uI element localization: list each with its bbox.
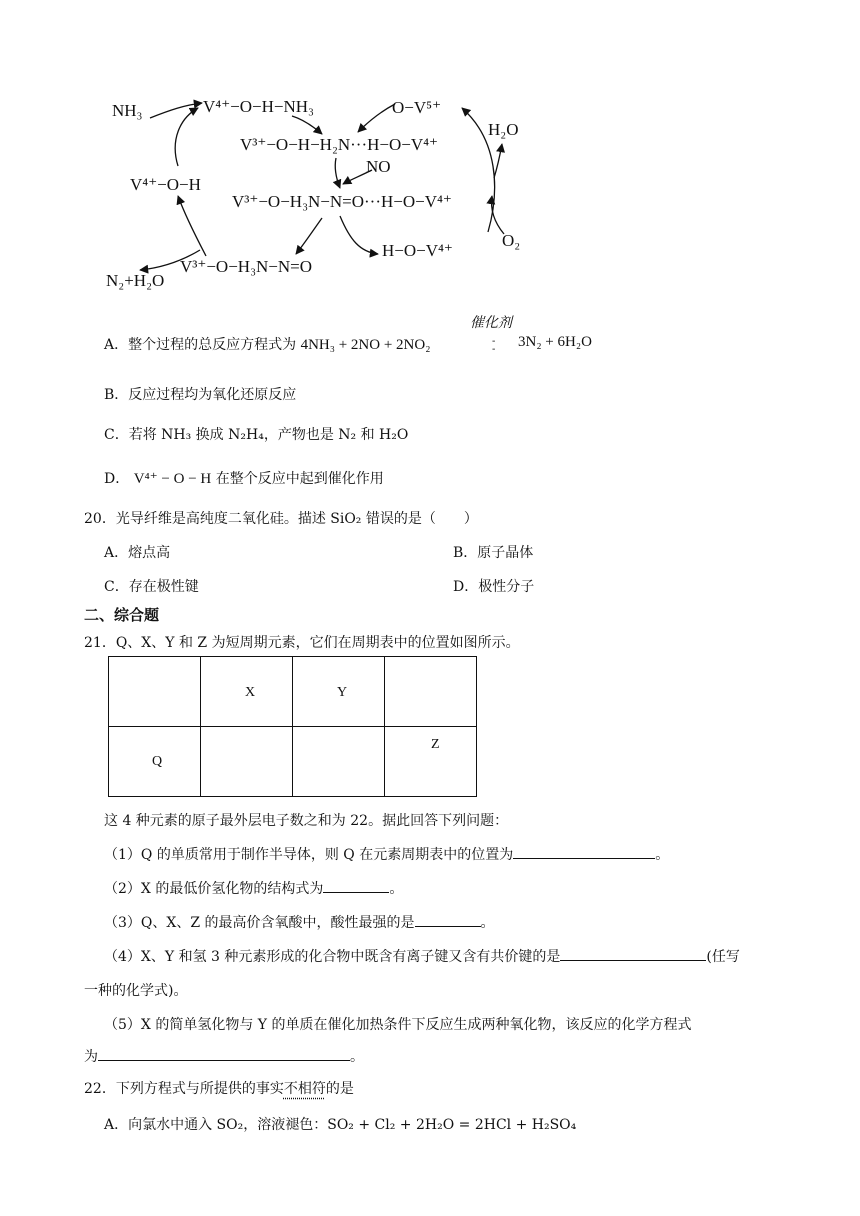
arrow-h2o-out <box>494 144 502 178</box>
node-h-o-v4: H−O−V⁴⁺ <box>382 241 453 260</box>
q20-option-c: C．存在极性键 <box>104 579 199 595</box>
node-n2-h2o: N₂+H₂O <box>106 271 165 290</box>
node-top-complex: V⁴⁺−O−H−NH₃ <box>203 97 314 116</box>
q21-part4: （4）X、Y 和氢 3 种元素形成的化合物中既含有离子键又含有共价键的是 (任写 <box>104 946 740 966</box>
option-19d: D． V⁴⁺ − O − H 在整个反应中起到催化作用 <box>104 471 384 487</box>
q20-stem: 20．光导纤维是高纯度二氧化硅。描述 SiO₂ 错误的是（ ） <box>84 511 478 527</box>
q22-option-a: A．向氯水中通入 SO₂，溶液褪色：SO₂ + Cl₂ + 2H₂O = 2HCl + H₂SO₄ <box>104 1117 577 1133</box>
grid-cell-x: X <box>201 657 293 727</box>
answer-blank-2[interactable] <box>323 878 389 893</box>
arrow-top-down <box>292 116 322 134</box>
option-19b: B．反应过程均为氧化还原反应 <box>104 387 297 403</box>
q20-option-a: A．熔点高 <box>104 545 171 561</box>
reaction-mechanism-diagram <box>0 0 860 300</box>
q21-part3: （3）Q、X、Z 的最高价含氧酸中，酸性最强的是 。 <box>104 912 495 932</box>
node-o2: O₂ <box>502 231 521 250</box>
arrow-mid1-down <box>335 158 340 188</box>
q21-part2: （2）X 的最低价氢化物的结构式为 。 <box>104 878 403 898</box>
option-19a-eq-right: 3N₂ + 6H₂O <box>518 334 592 350</box>
q21-part4-cont: 一种的化学式)。 <box>84 983 188 999</box>
q21-part5: （5）X 的简单氢化物与 Y 的单质在催化加热条件下反应生成两种氧化物，该反应的化学方程式 <box>104 1017 692 1033</box>
node-v4oh: V⁴⁺−O−H <box>130 175 201 194</box>
q21-part1: （1）Q 的单质常用于制作半导体，则 Q 在元素周期表中的位置为 。 <box>104 844 669 864</box>
answer-blank-4[interactable] <box>560 946 706 961</box>
node-nh3: NH₃ <box>112 101 143 120</box>
arrow-left-up <box>175 108 198 166</box>
answer-blank-5[interactable] <box>98 1046 350 1061</box>
option-19a-eq-left: 4NH₃ + 2NO + 2NO₂ <box>300 337 431 353</box>
arrow-bottom-to-v4oh <box>178 196 206 256</box>
node-bottom-complex: V³⁺−O−H₃N−N=O <box>180 257 313 276</box>
node-mid1-complex: V³⁺−O−H−H₂N···H−O−V⁴⁺ <box>240 135 439 154</box>
emphasis-text: 不相符 <box>283 1081 326 1097</box>
grid-cell-q: Q <box>109 727 201 797</box>
node-no: NO <box>366 157 391 176</box>
node-mid2-complex: V³⁺−O−H₃N−N=O···H−O−V⁴⁺ <box>232 192 452 211</box>
grid-cell-empty <box>109 657 201 727</box>
grid-cell-y: Y <box>293 657 385 727</box>
eq-arrow-mark: - - <box>492 336 496 355</box>
q21-part5-cont: 为 。 <box>84 1046 364 1066</box>
arrow-no-in <box>343 170 372 184</box>
grid-cell-z: Z <box>385 727 477 797</box>
node-o-v5: O−V⁵⁺ <box>392 98 442 117</box>
q22-stem: 22．下列方程式与所提供的事实不相符的是 <box>84 1081 354 1097</box>
option-19a <box>104 334 430 354</box>
grid-cell-empty <box>385 657 477 727</box>
q21-intro: 这 4 种元素的原子最外层电子数之和为 22。据此回答下列问题： <box>104 813 509 829</box>
option-19c: C．若将 NH₃ 换成 N₂H₄，产物也是 N₂ 和 H₂O <box>104 427 409 443</box>
grid-cell-empty <box>201 727 293 797</box>
grid-cell-empty <box>293 727 385 797</box>
arrow-mid2-to-bottom <box>296 218 322 254</box>
q20-option-b: B．原子晶体 <box>453 545 534 561</box>
node-h2o: H₂O <box>488 120 519 139</box>
q21-stem: 21．Q、X、Y 和 Z 为短周期元素，它们在周期表中的位置如图所示。 <box>84 635 520 651</box>
section-heading: 二、综合题 <box>84 606 160 624</box>
answer-blank-1[interactable] <box>513 844 655 859</box>
periodic-table-grid <box>108 656 477 797</box>
arrow-mid2-to-hov <box>340 216 378 254</box>
catalyst-label: 催化剂 <box>470 315 512 331</box>
arrow-ov5-to-mid1 <box>358 104 395 132</box>
q20-option-d: D．极性分子 <box>453 579 535 595</box>
option-19a-text: A．整个过程的总反应方程式为 <box>104 337 297 353</box>
answer-blank-3[interactable] <box>415 912 481 927</box>
